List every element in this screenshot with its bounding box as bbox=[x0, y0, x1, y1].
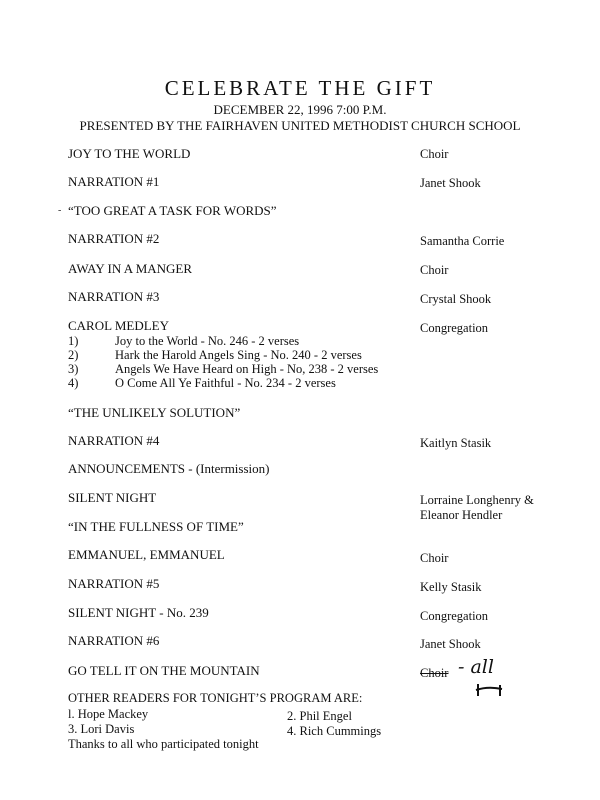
reader-name: l. Hope Mackey bbox=[68, 707, 149, 721]
program-item: “TOO GREAT A TASK FOR WORDS” bbox=[68, 203, 277, 218]
performer: Lorraine Longhenry & bbox=[420, 493, 534, 507]
program-item: “IN THE FULLNESS OF TIME” bbox=[68, 519, 244, 534]
program-item: “THE UNLIKELY SOLUTION” bbox=[68, 405, 241, 420]
program-title: CELEBRATE THE GIFT bbox=[164, 76, 436, 100]
medley-song: Joy to the World - No. 246 - 2 verses bbox=[115, 334, 300, 348]
event-date: DECEMBER 22, 1996 7:00 P.M. bbox=[213, 102, 387, 117]
program-item: ANNOUNCEMENTS - (Intermission) bbox=[68, 461, 270, 476]
performer: Janet Shook bbox=[420, 176, 481, 190]
performer: Crystal Shook bbox=[420, 292, 492, 306]
medley-song: Hark the Harold Angels Sing - No. 240 - 2 verses bbox=[115, 348, 362, 362]
medley-song: Angels We Have Heard on High - No, 238 - 2 verses bbox=[115, 362, 379, 376]
performer-line2: Eleanor Hendler bbox=[420, 508, 503, 522]
program-item: JOY TO THE WORLD bbox=[68, 146, 191, 161]
performer: Choir bbox=[420, 263, 449, 277]
performer: Janet Shook bbox=[420, 637, 481, 651]
program-item: SILENT NIGHT bbox=[68, 490, 157, 505]
program-item: CAROL MEDLEY bbox=[68, 318, 169, 333]
performer: Kelly Stasik bbox=[420, 580, 482, 594]
reader-name: 3. Lori Davis bbox=[68, 722, 135, 736]
performer: Samantha Corrie bbox=[420, 234, 505, 248]
program-item: GO TELL IT ON THE MOUNTAIN bbox=[68, 663, 260, 678]
presenter-line: PRESENTED BY THE FAIRHAVEN UNITED METHODIST CHURCH SCHOOL bbox=[79, 118, 521, 133]
handwritten-bracket-icon bbox=[474, 682, 504, 698]
program-item: NARRATION #4 bbox=[68, 433, 160, 448]
readers-heading: OTHER READERS FOR TONIGHT’S PROGRAM ARE: bbox=[68, 691, 363, 705]
performer-struck: Choir bbox=[420, 666, 449, 680]
reader-name: 4. Rich Cummings bbox=[287, 724, 382, 738]
handwritten-note: - all bbox=[458, 656, 494, 678]
performer: Congregation bbox=[420, 609, 489, 623]
performer: Congregation bbox=[420, 321, 489, 335]
stray-mark: - bbox=[58, 205, 62, 216]
performer: Kaitlyn Stasik bbox=[420, 436, 492, 450]
medley-number: 2) bbox=[68, 348, 79, 362]
program-item: NARRATION #3 bbox=[68, 289, 160, 304]
program-item: NARRATION #1 bbox=[68, 174, 160, 189]
performer: Choir bbox=[420, 551, 449, 565]
medley-number: 1) bbox=[68, 334, 79, 348]
medley-song: O Come All Ye Faithful - No. 234 - 2 verses bbox=[115, 376, 336, 390]
medley-number: 3) bbox=[68, 362, 79, 376]
program-item: NARRATION #2 bbox=[68, 231, 160, 246]
performer: Choir bbox=[420, 147, 449, 161]
thanks-note: Thanks to all who participated tonight bbox=[68, 737, 259, 751]
medley-number: 4) bbox=[68, 376, 79, 390]
program-item: SILENT NIGHT - No. 239 bbox=[68, 605, 209, 620]
program-item: NARRATION #5 bbox=[68, 576, 160, 591]
program-item: NARRATION #6 bbox=[68, 633, 160, 648]
program-item: EMMANUEL, EMMANUEL bbox=[68, 547, 225, 562]
program-item: AWAY IN A MANGER bbox=[68, 261, 193, 276]
reader-name: 2. Phil Engel bbox=[287, 709, 352, 723]
